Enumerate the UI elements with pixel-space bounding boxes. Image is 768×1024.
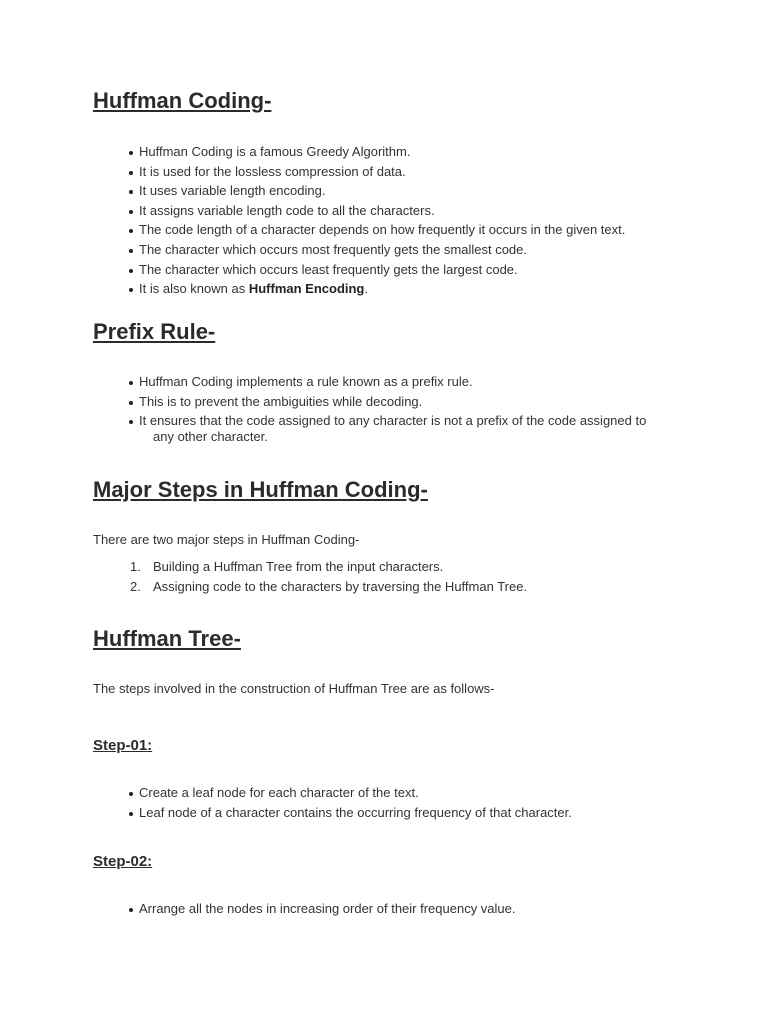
list-item [130, 559, 527, 575]
major-steps-list [130, 559, 527, 599]
list-item: This is to prevent the ambiguities while decoding. [128, 394, 668, 410]
list-item: Create a leaf node for each character of the text. [128, 785, 688, 801]
list-item: Huffman Coding is a famous Greedy Algorithm. [128, 144, 688, 160]
bullet-icon [129, 151, 133, 155]
huffman-encoding-term: Huffman Encoding [248, 281, 365, 297]
bullet-icon [129, 269, 133, 273]
bullet-icon [129, 420, 133, 424]
list-item: It ensures that the code assigned to any character is not a prefix of the code assigned to any other character. [128, 413, 668, 445]
list-item [128, 281, 688, 297]
list-item: It is used for the lossless compression of data. [128, 164, 688, 180]
bullet-icon [129, 381, 133, 385]
list-number: 2. [130, 578, 141, 594]
step-02-list [128, 901, 688, 921]
bullet-icon [129, 812, 133, 816]
list-item-text: Building a Huffman Tree from the input characters. [153, 559, 444, 574]
list-item: The character which occurs least frequently gets the largest code. [128, 262, 688, 278]
heading-huffman-coding: Huffman Coding- [93, 88, 272, 113]
huffman-coding-list [128, 144, 688, 301]
bullet-icon [129, 190, 133, 194]
heading-step-02: Step-02: [93, 853, 153, 870]
list-item: It uses variable length encoding. [128, 183, 688, 199]
bullet-icon [129, 288, 133, 292]
list-item: The character which occurs most frequently gets the smallest code. [128, 242, 688, 258]
heading-step-01: Step-01: [93, 737, 153, 754]
bullet-icon [129, 210, 133, 214]
prefix-rule-list [128, 374, 668, 449]
list-item: Leaf node of a character contains the occurring frequency of that character. [128, 805, 688, 821]
major-steps-intro: There are two major steps in Huffman Coding- [93, 532, 360, 547]
list-item: Huffman Coding implements a rule known as a prefix rule. [128, 374, 668, 390]
bullet-icon [129, 229, 133, 233]
list-item [130, 579, 527, 595]
heading-prefix-rule: Prefix Rule- [93, 319, 216, 344]
heading-major-steps: Major Steps in Huffman Coding- [93, 477, 428, 502]
step-01-list [128, 785, 688, 824]
huffman-tree-intro: The steps involved in the construction of Huffman Tree are as follows- [93, 681, 495, 696]
bullet-icon [129, 908, 133, 912]
list-item: Arrange all the nodes in increasing order of their frequency value. [128, 901, 688, 917]
bullet-icon [129, 249, 133, 253]
bullet-icon [129, 401, 133, 405]
bullet-icon [129, 792, 133, 796]
list-number: 1. [130, 559, 141, 574]
list-item-text: Assigning code to the characters by traversing the Huffman Tree. [153, 578, 528, 594]
list-item: It assigns variable length code to all the characters. [128, 203, 688, 219]
bullet-text-prefix: It is also known as [139, 281, 249, 297]
heading-huffman-tree: Huffman Tree- [93, 626, 241, 651]
list-item: The code length of a character depends on how frequently it occurs in the given text. [128, 222, 688, 238]
bullet-icon [129, 171, 133, 175]
bullet-text-suffix: . [364, 281, 368, 297]
